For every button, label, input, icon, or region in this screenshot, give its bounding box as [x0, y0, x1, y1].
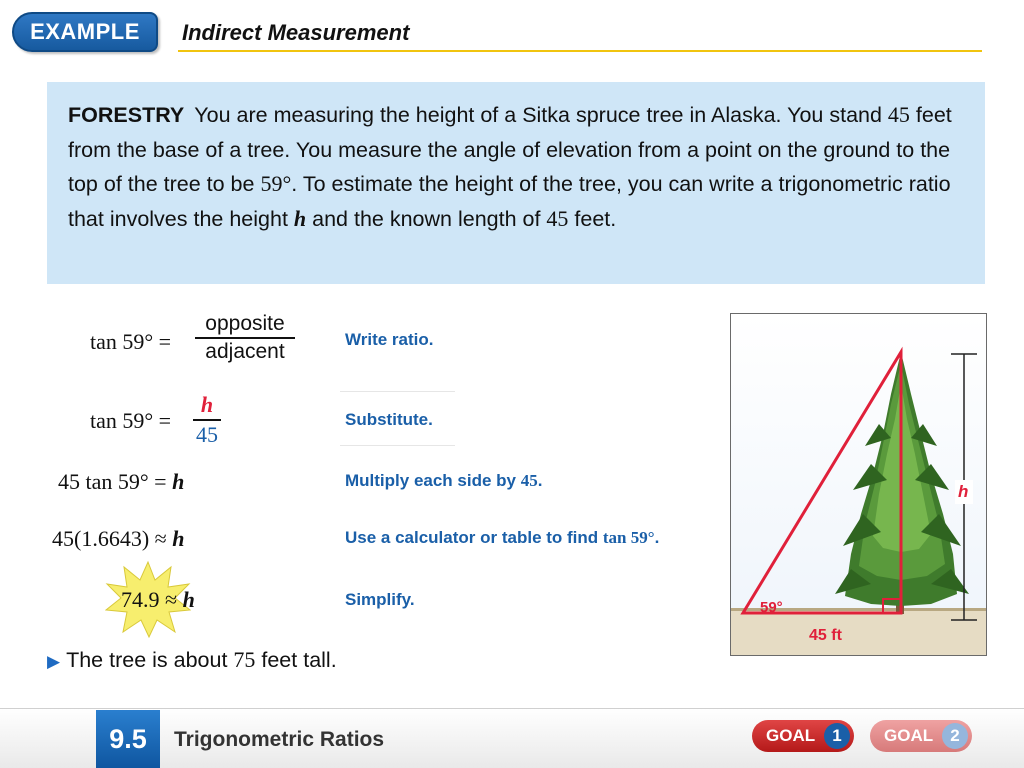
step4-note-prefix: Use a calculator or table to find [345, 528, 603, 547]
goal-2-number: 2 [942, 723, 968, 749]
tree-figure [730, 313, 987, 656]
conclusion-suffix: feet tall. [255, 648, 337, 672]
goal-2-button[interactable] [870, 720, 972, 752]
height-label: h [958, 482, 969, 501]
step5-note: Simplify. [345, 590, 415, 609]
fraction-bar [193, 419, 221, 421]
conclusion-prefix: The tree is about [66, 648, 234, 672]
step1-fraction [195, 312, 295, 364]
step2-lhs: tan 59° = [90, 408, 172, 433]
step3-note-suffix: . [537, 471, 543, 490]
step1-numerator: opposite [205, 312, 285, 335]
problem-box [47, 82, 985, 284]
step1-lhs: tan 59° = [90, 329, 172, 354]
step5-variable: h [182, 587, 195, 612]
problem-text-d: and the known length of [306, 206, 547, 231]
goal-2-label: GOAL [884, 726, 934, 745]
step1-denominator: adjacent [205, 339, 285, 363]
step4-note [345, 528, 659, 548]
example-badge: EXAMPLE [12, 12, 158, 52]
problem-angle: 59° [260, 171, 292, 196]
problem-text-e: feet. [568, 206, 617, 231]
separator [340, 391, 455, 392]
step3-note-prefix: Multiply each side by [345, 471, 521, 490]
step4-note-value: tan 59° [602, 528, 655, 547]
title-rule [178, 50, 982, 52]
problem-text-a: You are measuring the height of a Sitka spruce tree in Alaska. You stand [194, 103, 888, 127]
separator [340, 445, 455, 446]
step4-equation [52, 526, 184, 552]
step4-variable: h [172, 526, 185, 551]
section-title: Trigonometric Ratios [174, 728, 385, 751]
step5-lhs: 74.9 ≈ [121, 587, 183, 612]
step4-lhs: 45(1.6643) ≈ [52, 526, 173, 551]
problem-keyword: FORESTRY [68, 103, 185, 127]
step2-numerator: h [200, 392, 214, 417]
page-title: Indirect Measurement [182, 20, 410, 45]
problem-distance-2: 45 [546, 205, 569, 231]
goal-1-number: 1 [824, 723, 850, 749]
problem-text-b: feet from the base of a tree. You measure the angle of elevation from a point on the ground to the top of the tree to be [68, 103, 952, 196]
step3-lhs: 45 tan 59° = [58, 469, 173, 494]
play-arrow-icon: ▶ [47, 652, 61, 671]
angle-label: 59° [760, 599, 783, 616]
goal-1-button[interactable] [752, 720, 854, 752]
tree-diagram [731, 314, 986, 655]
section-number: 9.5 [96, 710, 160, 768]
goal-1-label: GOAL [766, 726, 816, 745]
base-label: 45 ft [809, 627, 842, 644]
step3-note-value: 45 [520, 471, 538, 490]
step2-note: Substitute. [345, 410, 433, 429]
step2-denominator: 45 [196, 421, 218, 447]
conclusion-value: 75 [233, 647, 256, 672]
step3-note [345, 471, 542, 491]
problem-distance: 45 [887, 102, 910, 127]
step1-note: Write ratio. [345, 330, 434, 349]
step5-equation [121, 587, 195, 613]
conclusion [47, 647, 337, 673]
step3-equation [58, 469, 184, 495]
step3-variable: h [172, 469, 185, 494]
step2-fraction [193, 392, 221, 448]
problem-text-c: . To estimate the height of the tree, you can write a trigonometric ratio that involves the height [68, 172, 951, 231]
step4-note-suffix: . [654, 528, 660, 547]
problem-variable: h [293, 205, 307, 231]
fraction-bar [195, 337, 295, 339]
